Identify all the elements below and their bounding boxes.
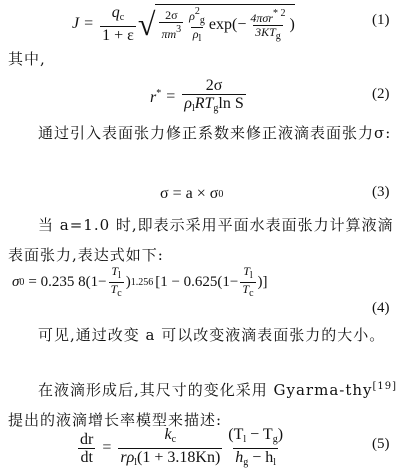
eq1-frac-1: $\frac{q_c}{1 + \varepsilon}$	[102, 4, 134, 44]
eq5-number: (5)	[372, 436, 390, 452]
text-gyarmathy: 在液滴形成后,其尺寸的变化采用 Gyarma-thy[19]提出的液滴增长率模型来描述:	[8, 381, 398, 429]
citation-19: [19]	[372, 381, 398, 392]
eq4-number: (4)	[372, 300, 390, 316]
eq1-equals: =	[84, 15, 94, 32]
eq2-number: (2)	[372, 86, 390, 102]
eq1-lhs: J	[72, 15, 80, 32]
eq1-sqrt: √ $\frac{2\sigma}{\pi m^3}$ $\frac{\rho^2_g}{\rho_l}$ exp(− $\frac{4\pi\sigma r^{* 2}}{3KT_g}$ )	[137, 5, 295, 44]
text-a-equals-1: 当 a=1.0 时,即表示采用平面水表面张力计算液滴表面张力,表达式如下:	[8, 216, 394, 264]
equation-2: r* = $\frac{2\sigma}{\rho_lRT_g\ln S}$	[150, 78, 248, 116]
eq1-number: (1)	[372, 12, 390, 28]
eq2-frac: $\frac{2\sigma}{\rho_lRT_g\ln S}$	[182, 77, 245, 117]
eq1-frac-2: $\frac{\rho^2_g}{\rho_l}$	[189, 5, 205, 44]
equation-5: $\frac{dr}{dt}$ = $\frac{k_c}{r\rho_l(1 + 3.18Kn)}$ $\frac{(T_l - T_g)}{h_g - h_l}$	[76, 428, 287, 468]
text-change-a: 可见,通过改变 a 可以改变液滴表面张力的大小。	[38, 326, 386, 344]
equation-3: σ = a × σ 0	[160, 185, 224, 202]
eq3-number: (3)	[372, 184, 390, 200]
text-tension-correction: 通过引入表面张力修正系数来修正液滴表面张力σ:	[38, 124, 392, 142]
text-qizhong: 其中,	[8, 50, 46, 68]
equation-4: σ 0 = 0.235 8(1− $\frac{T_l}{T_c}$ ) 1.256 [1 − 0.625(1− $\frac{T_l}{T_c}$ )]	[12, 263, 268, 299]
equation-1	[72, 4, 295, 44]
eq1-frac-3: $\frac{4\pi\sigma r^{* 2}}{3KT_g}$	[250, 7, 286, 42]
